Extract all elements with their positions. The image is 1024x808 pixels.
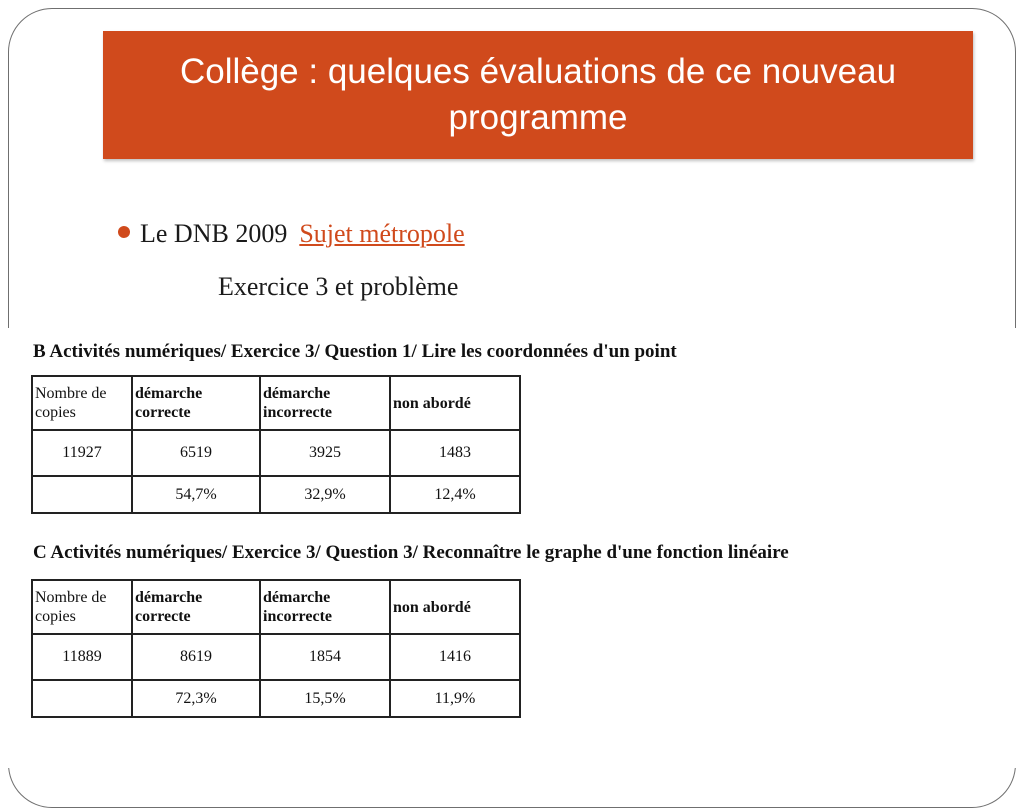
header-cell: non abordé <box>390 580 520 634</box>
table-row <box>32 430 520 476</box>
count-cell: 3925 <box>260 430 390 476</box>
count-cell: 1416 <box>390 634 520 680</box>
bullet-icon <box>118 226 130 238</box>
percent-cell: 32,9% <box>260 476 390 513</box>
count-cell: 11927 <box>32 430 132 476</box>
percent-cell <box>32 680 132 717</box>
count-cell: 11889 <box>32 634 132 680</box>
table-c <box>31 579 521 718</box>
header-cell: non abordé <box>390 376 520 430</box>
percent-cell: 12,4% <box>390 476 520 513</box>
percent-cell: 11,9% <box>390 680 520 717</box>
table-row <box>32 376 520 430</box>
header-cell: Nombre de copies <box>32 376 132 430</box>
slide-title: Collège : quelques évaluations de ce nouveau programme <box>179 52 897 137</box>
header-cell: démarche incorrecte <box>260 580 390 634</box>
percent-cell <box>32 476 132 513</box>
sujet-metropole-link[interactable]: Sujet métropole <box>299 219 465 248</box>
exercise-subtitle: Exercice 3 et problème <box>218 272 459 301</box>
percent-cell: 72,3% <box>132 680 260 717</box>
table-c-heading: C Activités numériques/ Exercice 3/ Question 3/ Reconnaître le graphe d'une fonction linéaire <box>33 542 789 563</box>
table-b-heading: B Activités numériques/ Exercice 3/ Question 1/ Lire les coordonnées d'un point <box>33 341 677 362</box>
table-b <box>31 375 521 514</box>
header-cell: démarche correcte <box>132 376 260 430</box>
header-cell: démarche correcte <box>132 580 260 634</box>
percent-cell: 54,7% <box>132 476 260 513</box>
count-cell: 8619 <box>132 634 260 680</box>
percent-cell: 15,5% <box>260 680 390 717</box>
table-row <box>32 634 520 680</box>
table-row <box>32 580 520 634</box>
count-cell: 1483 <box>390 430 520 476</box>
table-row <box>32 680 520 717</box>
header-cell: Nombre de copies <box>32 580 132 634</box>
table-row <box>32 476 520 513</box>
count-cell: 1854 <box>260 634 390 680</box>
header-cell: démarche incorrecte <box>260 376 390 430</box>
bullet-item <box>118 219 465 249</box>
title-banner <box>103 31 973 159</box>
bullet-text: Le DNB 2009 <box>140 219 288 248</box>
scanned-results-image <box>0 328 1024 768</box>
count-cell: 6519 <box>132 430 260 476</box>
